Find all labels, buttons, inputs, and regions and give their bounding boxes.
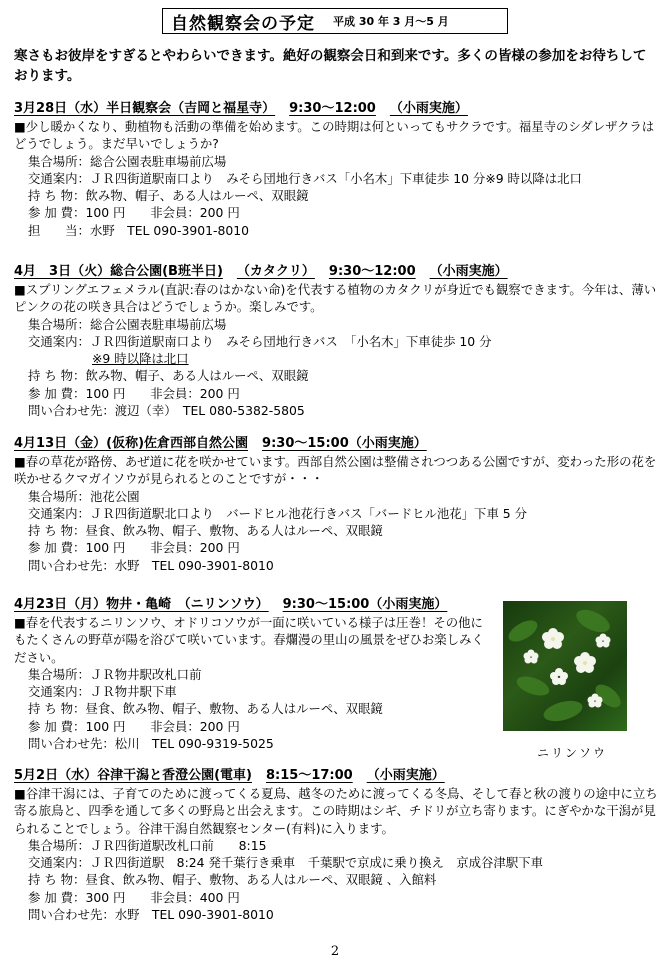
event-section-0403 <box>14 263 659 419</box>
meeting-place: 集合場所：ＪＲ物井駅改札口前 <box>28 666 202 682</box>
fee: 参 加 費：100 円 非会員：200 円 <box>28 540 240 556</box>
event-section-0328 <box>14 100 659 239</box>
event-date-place: 4月13日（金）(仮称)佐倉西部自然公園 <box>14 436 249 451</box>
event-date-place: 5月2日（水）谷津干潟と香澄公園(電車) <box>14 768 252 783</box>
meeting-place: 集合場所：総合公園表駐車場前広場 <box>28 153 227 169</box>
items-to-bring: 持 ち 物：飲み物、帽子、ある人はルーペ、双眼鏡 <box>28 368 309 384</box>
contact: 問い合わせ先：水野 TEL 090-3901-8010 <box>28 557 274 573</box>
contact: 問い合わせ先：松川 TEL 090-9319-5025 <box>28 736 274 752</box>
flower-illustration <box>503 601 627 731</box>
event-time: 9:30～15:00（小雨実施） <box>282 597 448 612</box>
transport-info <box>14 170 659 187</box>
event-time: 8:15～17:00 <box>265 768 353 783</box>
intro-text: 寒さもお彼岸をすぎるとやわらいできます。絶好の観察会日和到来です。多くの皆様の参加をお待ちしております。 <box>14 48 647 84</box>
page-title: 自然観察会の予定 <box>171 13 315 34</box>
items-to-bring: 持 ち 物：飲み物、帽子、ある人はルーペ、双眼鏡 <box>28 188 309 204</box>
event-description: ■谷津干潟には、子育てのために渡ってくる夏鳥、越冬のために渡ってくる冬鳥、そして春と秋の渡りの途中に立ち寄る旅鳥と、四季を通して多くの野鳥と出会えます。この時期はシギ、チドリが立ち寄ります。にぎやかな干潟が見られることでしょう。谷津干潟自然観察センター(有料)に入ります。 <box>14 786 658 836</box>
transport-info: 交通案内：ＪＲ四街道駅南口より みそら団地行きバス 「小名木」下車徒歩 10 分 <box>28 333 492 349</box>
event-time: 9:30～12:00 <box>328 264 416 279</box>
fee: 参 加 費：300 円 非会員：400 円 <box>28 889 240 905</box>
event-subject: （カタクリ） <box>236 264 315 279</box>
event-section-0413 <box>14 435 659 574</box>
fee: 参 加 費：100 円 非会員：200 円 <box>28 205 240 221</box>
transport-note <box>14 350 659 367</box>
event-weather-note: （小雨実施） <box>366 768 445 783</box>
contact: 問い合わせ先：渡辺（幸） TEL 080-5382-5805 <box>28 403 305 419</box>
fee: 参 加 費：100 円 非会員：200 円 <box>28 718 240 734</box>
title-box <box>162 8 508 34</box>
photo-caption: ニリンソウ <box>537 746 608 760</box>
event-heading <box>14 263 659 281</box>
event-heading <box>14 767 659 785</box>
event-date-place: 4月23日（月）物井・亀崎 （ニリンソウ） <box>14 597 269 612</box>
event-date-place: 4月 3日（火）総合公園(B班半日) <box>14 264 223 279</box>
transport-note-text: ※9 時以降は北口 <box>92 351 189 367</box>
transport-info: 交通案内：ＪＲ物井駅下車 <box>28 684 177 700</box>
meeting-place: 集合場所：総合公園表駐車場前広場 <box>28 316 227 332</box>
items-to-bring: 持 ち 物：昼食、飲み物、帽子、敷物、ある人はルーペ、双眼鏡 <box>28 523 383 539</box>
event-heading <box>14 435 659 453</box>
period-label: 平成 30 年 3 月～5 月 <box>333 15 449 28</box>
event-time: 9:30～12:00 <box>289 101 376 116</box>
event-weather-note: （小雨実施） <box>389 101 468 116</box>
meeting-place: 集合場所：池花公園 <box>28 488 140 504</box>
nirinsou-flower-photo <box>503 601 627 731</box>
event-date-place: 3月28日（水）半日観察会（吉岡と福星寺） <box>14 101 276 116</box>
contact: 問い合わせ先：水野 TEL 090-3901-8010 <box>28 907 274 923</box>
transport-text: 交通案内：ＪＲ四街道駅南口より みそら団地行きバス「小名木」下車徒歩 10 分※9 時以降は北口 <box>28 170 582 186</box>
event-description: ■スプリングエフェメラル(直訳:春のはかない命)を代表する植物のカタクリが身近でも観察できます。今年は、薄いピンクの花の咲き具合はどうでしょうか。楽しみです。 <box>14 282 657 315</box>
meeting-place: 集合場所：ＪＲ四街道駅改札口前 8:15 <box>28 837 267 853</box>
event-section-0502 <box>14 767 659 923</box>
event-description: ■春を代表するニリンソウ、オドリコソウが一面に咲いている様子は圧巻！その他にもたくさんの野草が陽を浴びて咲いています。春爛漫の里山の風景をぜひお楽しみください。 <box>14 615 484 665</box>
event-description: ■春の草花が路傍、あぜ道に花を咲かせています。西部自然公園は整備されつつある公園ですが、変わった形の花を咲かせるクマガイソウが見られるとのことですが・・・ <box>14 454 657 487</box>
transport-info: 交通案内：ＪＲ四街道駅 8:24 発千葉行き乗車 千葉駅で京成に乗り換え 京成谷津駅下車 <box>28 855 543 871</box>
fee: 参 加 費：100 円 非会員：200 円 <box>28 385 240 401</box>
event-time: 9:30～15:00（小雨実施） <box>262 436 427 451</box>
items-to-bring: 持 ち 物：昼食、飲み物、帽子、敷物、ある人はルーペ、双眼鏡 <box>28 701 383 717</box>
transport-info: 交通案内：ＪＲ四街道駅北口より バードヒル池花行きバス「バードヒル池花」下車 5 分 <box>28 505 527 521</box>
items-to-bring: 持 ち 物：昼食、飲み物、帽子、敷物、ある人はルーペ、双眼鏡 、入館料 <box>28 872 437 888</box>
event-description: ■少し暖かくなり、動植物も活動の準備を始めます。この時期は何といってもサクラです。福星寺のシダレザクラはどうでしょう。まだ早いでしょうか? <box>14 119 655 152</box>
event-heading <box>14 100 659 118</box>
event-weather-note: （小雨実施） <box>429 264 508 279</box>
contact: 担 当：水野 TEL 090-3901-8010 <box>28 222 250 238</box>
page-number: 2 <box>330 944 340 959</box>
